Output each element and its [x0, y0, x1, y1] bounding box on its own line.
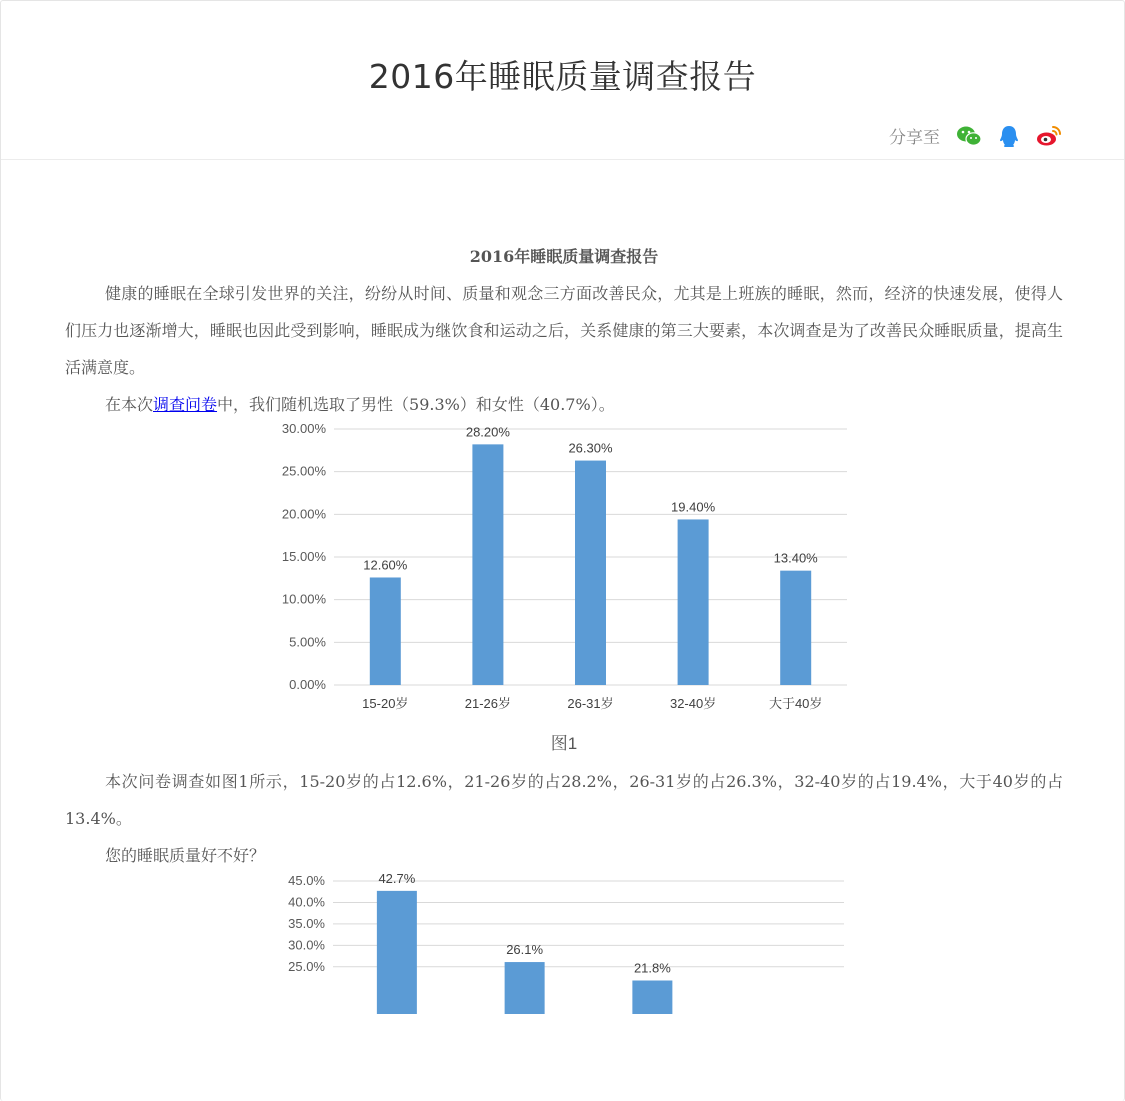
bar [472, 444, 503, 685]
data-label: 26.30% [568, 440, 613, 456]
bar [632, 981, 672, 1014]
bar [370, 577, 401, 685]
y-tick-label: 40.0% [288, 894, 325, 910]
share-label: 分享至 [889, 128, 940, 148]
share-bar [889, 123, 1062, 148]
sleep-quality-chart-svg [65, 874, 1063, 1014]
y-tick-label: 15.00% [281, 549, 326, 564]
wechat-icon[interactable] [956, 124, 982, 148]
data-label: 19.40% [671, 499, 716, 515]
bar [505, 962, 545, 1014]
sample-paragraph [65, 386, 1063, 423]
y-tick-label: 10.00% [281, 591, 326, 607]
y-tick-label: 45.0% [288, 874, 325, 888]
age-chart [65, 423, 1063, 729]
bar [780, 571, 811, 685]
survey-link[interactable]: 调查问卷 [153, 395, 218, 414]
x-category-label: 21-26岁 [464, 696, 512, 711]
bar [678, 519, 709, 685]
article-title: 2016年睡眠质量调查报告 [469, 247, 659, 266]
sample-text-after: 中，我们随机选取了男性（59.3%）和女性（40.7%）。 [217, 395, 615, 414]
page-title: 2016年睡眠质量调查报告 [368, 57, 757, 96]
data-label: 12.60% [363, 557, 408, 573]
bar [575, 461, 606, 685]
x-category-label: 15-20岁 [362, 696, 409, 711]
y-tick-label: 30.0% [288, 937, 325, 953]
y-tick-label: 25.0% [288, 958, 325, 974]
x-category-label: 大于40岁 [768, 696, 823, 711]
age-summary-paragraph: 本次问卷调查如图1所示，15-20岁的占12.6%，21-26岁的占28.2%，26-31岁的占26.3%，32-40岁的占19.4%，大于40岁的占13.4%。 [65, 772, 1063, 828]
question-paragraph: 您的睡眠质量好不好？ [105, 846, 266, 865]
data-label: 42.7% [378, 874, 416, 886]
qq-icon[interactable] [996, 124, 1022, 148]
y-tick-label: 5.00% [289, 634, 326, 650]
bar [377, 891, 417, 1014]
data-label: 13.40% [773, 550, 818, 566]
y-tick-label: 20.00% [281, 506, 326, 522]
x-category-label: 26-31岁 [567, 696, 614, 711]
y-tick-label: 35.0% [288, 915, 325, 931]
y-tick-label: 25.00% [281, 463, 326, 479]
weibo-icon[interactable] [1036, 124, 1062, 148]
intro-paragraph: 健康的睡眠在全球引发世界的关注，纷纷从时间、质量和观念三方面改善民众，尤其是上班族的睡眠，然而，经济的快速发展，使得人们压力也逐渐增大，睡眠也因此受到影响，睡眠成为继饮食和运动之后，关系健康的第三大要素，本次调查是为了改善民众睡眠质量，提高生活满意度。 [65, 284, 1063, 377]
data-label: 26.1% [506, 942, 544, 958]
x-category-label: 32-40岁 [669, 696, 717, 711]
figure-caption: 图1 [550, 734, 578, 753]
data-label: 28.20% [465, 424, 510, 440]
sleep-quality-chart [65, 874, 1063, 1014]
y-tick-label: 0.00% [289, 677, 326, 692]
sample-text-before: 在本次 [105, 395, 154, 414]
y-tick-label: 30.00% [281, 423, 326, 436]
age-chart-svg [65, 423, 1063, 729]
page-header [1, 1, 1124, 160]
data-label: 21.8% [633, 960, 671, 976]
article-body [65, 239, 1063, 1014]
